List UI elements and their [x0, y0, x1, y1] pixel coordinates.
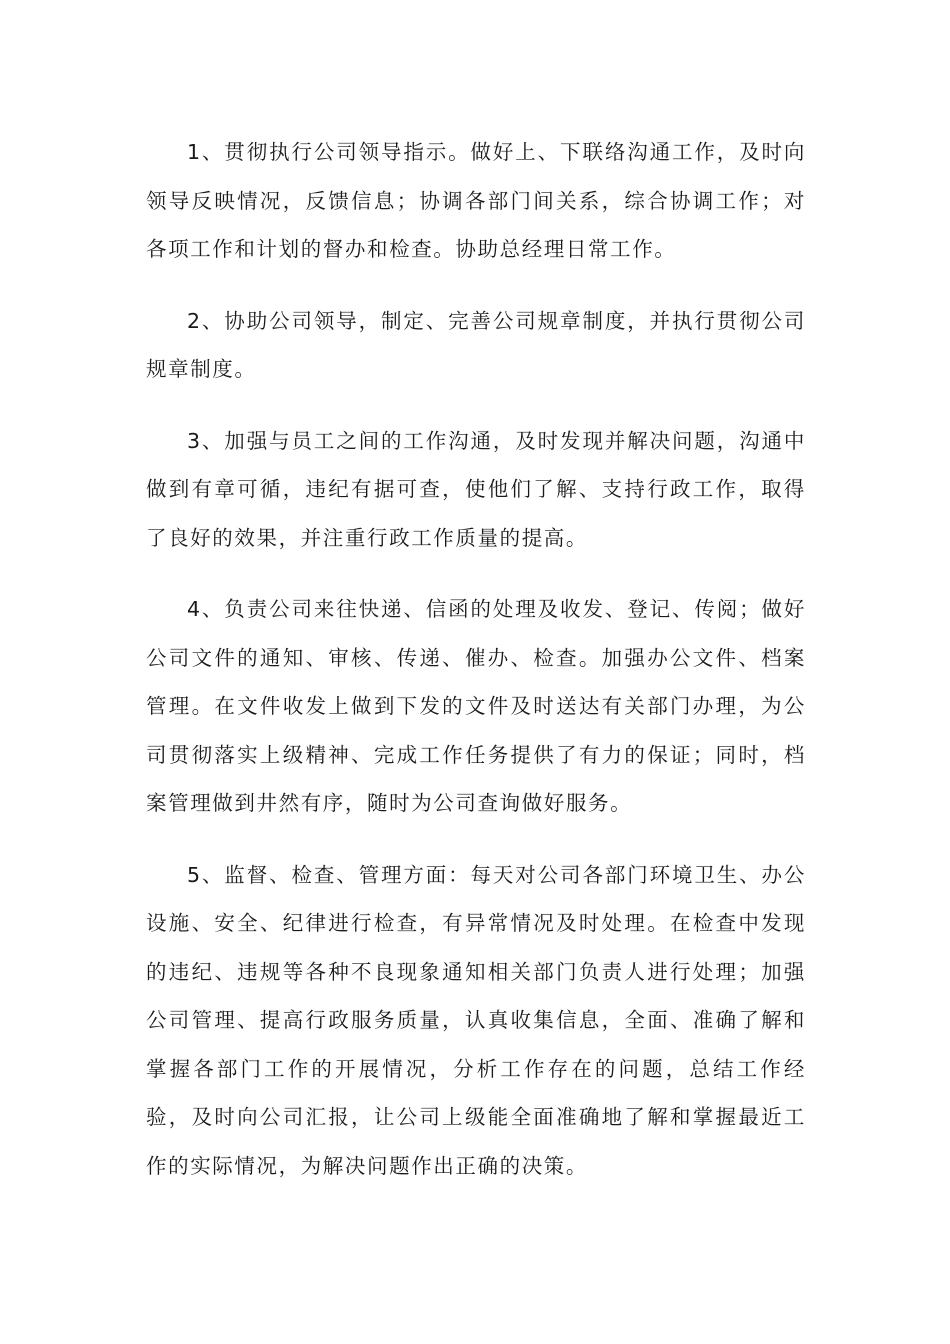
paragraph-1: 1、贯彻执行公司领导指示。做好上、下联络沟通工作，及时向领导反映情况，反馈信息；协调各部门间关系，综合协调工作；对各项工作和计划的督办和检查。协助总经理日常工作。: [146, 140, 806, 261]
document-body: [146, 128, 806, 1213]
paragraph-4: 4、负责公司来往快递、信函的处理及收发、登记、传阅；做好公司文件的通知、审核、传递、催办、检查。加强办公文件、档案管理。在文件收发上做到下发的文件及时送达有关部门办理，为公司贯彻落实上级精神、完成工作任务提供了有力的保证；同时，档案管理做到井然有序，随时为公司查询做好服务。: [146, 597, 806, 815]
paragraph-2: 2、协助公司领导，制定、完善公司规章制度，并执行贯彻公司规章制度。: [146, 308, 806, 381]
paragraph-5: 5、监督、检查、管理方面：每天对公司各部门环境卫生、办公设施、安全、纪律进行检查，有异常情况及时处理。在检查中发现的违纪、违规等各种不良现象通知相关部门负责人进行处理；加强公司管理、提高行政服务质量，认真收集信息，全面、准确了解和掌握各部门工作的开展情况，分析工作存在的问题，总结工作经验，及时向公司汇报，让公司上级能全面准确地了解和掌握最近工作的实际情况，为解决问题作出正确的决策。: [146, 862, 806, 1178]
paragraph-3: 3、加强与员工之间的工作沟通，及时发现并解决问题，沟通中做到有章可循，违纪有据可查，使他们了解、支持行政工作，取得了良好的效果，并注重行政工作质量的提高。: [146, 428, 806, 550]
